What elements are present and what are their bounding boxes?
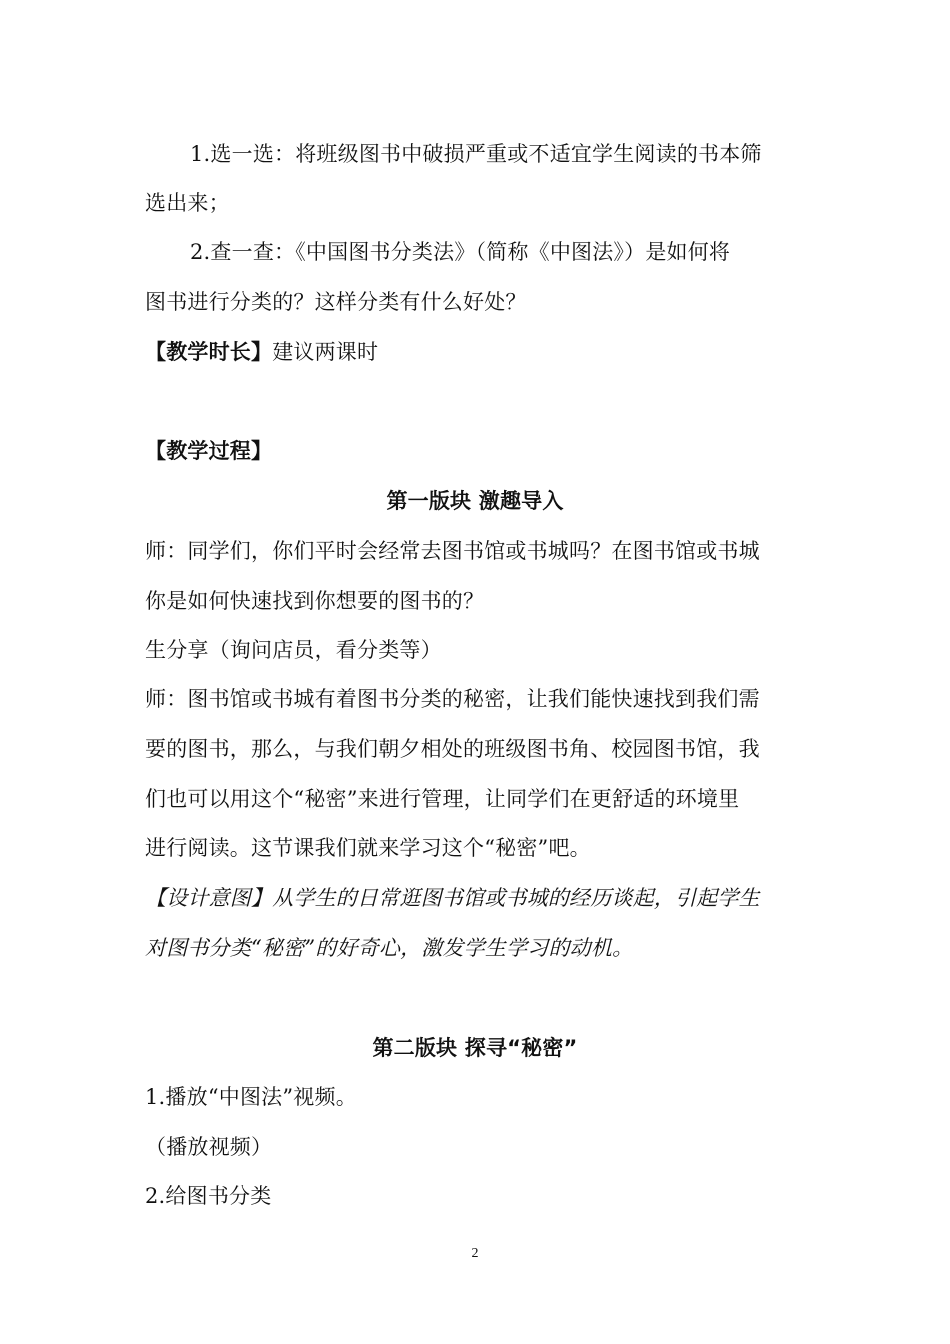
prep-item-2-line-1: 2.查一查：《中国图书分类法》（简称《中图法》）是如何将: [190, 240, 731, 264]
section-1-line: 们也可以用这个“秘密”来进行管理，让同学们在更舒适的环境里: [145, 787, 740, 811]
design-intent-line: 对图书分类“秘密”的好奇心，激发学生学习的动机。: [145, 936, 634, 960]
prep-item-1-line-2: 选出来；: [145, 191, 230, 215]
section-1-line: 生分享（询问店员，看分类等）: [145, 638, 442, 662]
section-1-line: 师：图书馆或书城有着图书分类的秘密，让我们能快速找到我们需: [145, 687, 760, 711]
design-intent-line: 【设计意图】从学生的日常逛图书馆或书城的经历谈起，引起学生: [145, 886, 760, 910]
section-1-line: 你是如何快速找到你想要的图书的？: [145, 589, 485, 613]
teaching-duration-value: 建议两课时: [272, 340, 379, 364]
section-1-line: 师：同学们，你们平时会经常去图书馆或书城吗？在图书馆或书城: [145, 539, 760, 563]
section-2-title: 第二版块 探寻“秘密”: [372, 1036, 578, 1060]
section-2-line: 1.播放“中图法”视频。: [145, 1085, 357, 1109]
section-2-line: （播放视频）: [145, 1135, 273, 1159]
prep-item-1-line-1: 1.选一选：将班级图书中破损严重或不适宜学生阅读的书本筛: [190, 142, 762, 166]
page-number: 2: [471, 1246, 479, 1261]
process-heading: 【教学过程】: [145, 439, 273, 463]
prep-item-2-line-2: 图书进行分类的？这样分类有什么好处？: [145, 290, 527, 314]
section-2-line: 2.给图书分类: [145, 1184, 272, 1208]
section-1-line: 要的图书，那么，与我们朝夕相处的班级图书角、校园图书馆，我: [145, 737, 760, 761]
teaching-duration: [145, 338, 378, 366]
teaching-duration-label: 【教学时长】: [145, 340, 273, 364]
section-1-title: 第一版块 激趣导入: [386, 489, 564, 513]
section-1-line: 进行阅读。这节课我们就来学习这个“秘密”吧。: [145, 836, 591, 860]
